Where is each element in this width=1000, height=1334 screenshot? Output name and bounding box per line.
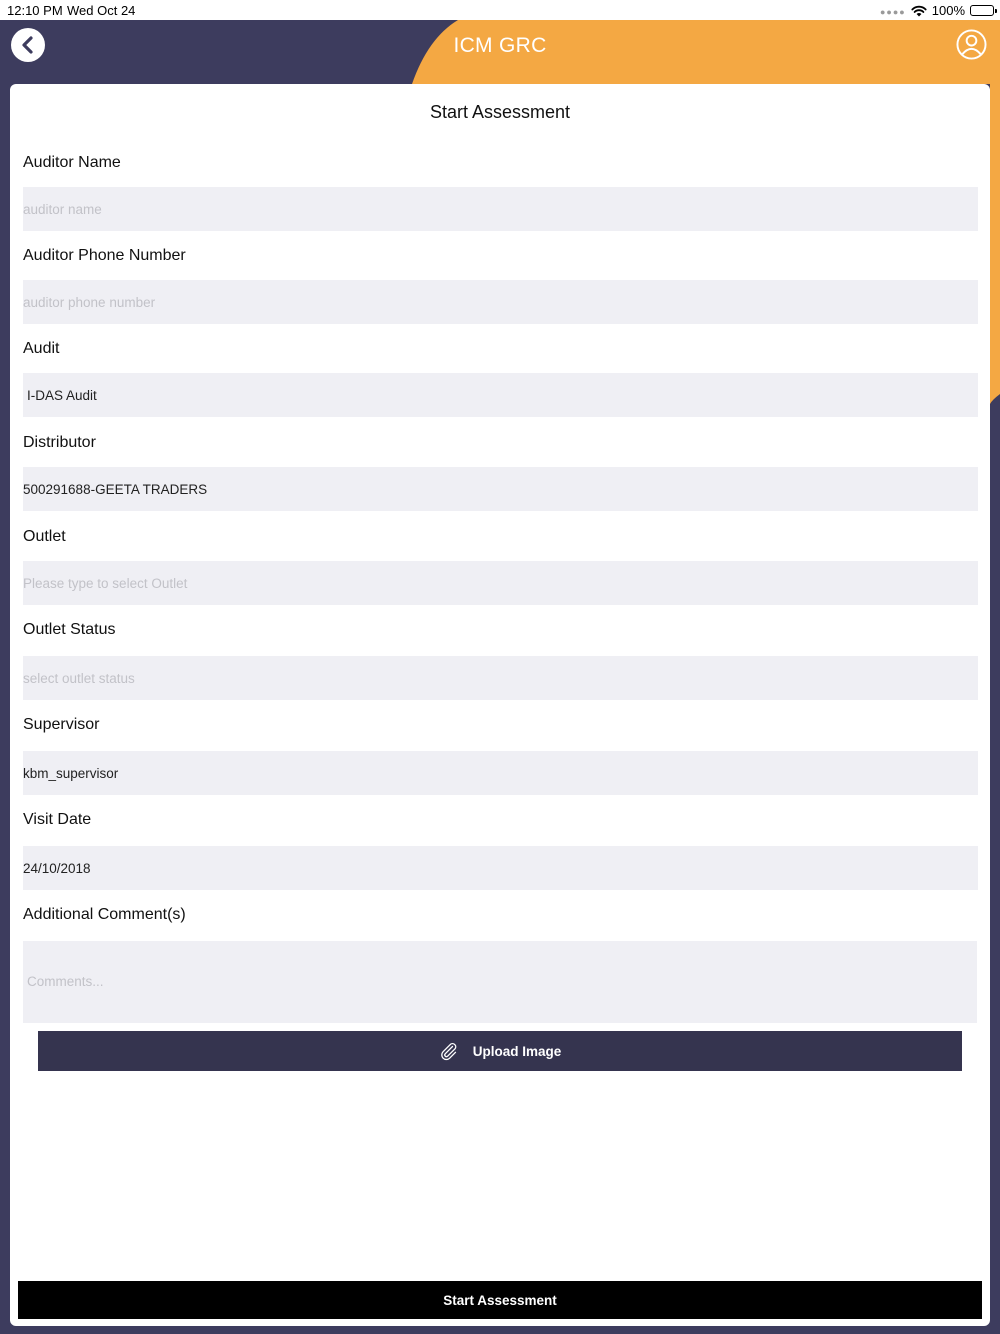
battery-percent: 100% — [931, 3, 965, 18]
distributor-label: Distributor — [23, 434, 96, 451]
header-accent-stripe — [990, 84, 1000, 404]
visit-date-input[interactable] — [23, 846, 978, 890]
status-date: Wed Oct 24 — [67, 3, 136, 18]
outlet-input[interactable] — [23, 561, 978, 605]
app-header — [0, 20, 1000, 84]
signal-dots-icon: ●●●● — [880, 6, 906, 17]
user-icon[interactable] — [956, 29, 987, 60]
outlet-label: Outlet — [23, 528, 66, 545]
comments-label: Additional Comment(s) — [23, 906, 186, 923]
auditor-phone-label: Auditor Phone Number — [23, 247, 186, 264]
supervisor-select[interactable] — [23, 751, 978, 795]
status-right — [880, 3, 994, 18]
status-bar — [0, 0, 1000, 20]
upload-image-label: Upload Image — [472, 1043, 562, 1059]
app-title: ICM GRC — [453, 34, 547, 57]
auditor-name-label: Auditor Name — [23, 154, 121, 171]
outlet-status-select[interactable] — [23, 656, 978, 700]
distributor-select[interactable] — [23, 467, 978, 511]
paperclip-icon — [439, 1041, 459, 1061]
outlet-status-label: Outlet Status — [23, 621, 116, 638]
auditor-phone-input[interactable] — [23, 280, 978, 324]
wifi-icon — [911, 5, 927, 17]
visit-date-label: Visit Date — [23, 811, 92, 828]
start-assessment-button[interactable]: Start Assessment — [18, 1281, 982, 1319]
assessment-form-card — [10, 84, 990, 1326]
audit-label: Audit — [23, 340, 60, 357]
comments-textarea[interactable] — [23, 941, 977, 1023]
battery-icon — [970, 5, 994, 16]
audit-select[interactable] — [23, 373, 978, 417]
supervisor-label: Supervisor — [23, 716, 100, 733]
auditor-name-input[interactable] — [23, 187, 978, 231]
status-time: 12:10 PM — [7, 3, 63, 18]
upload-image-button[interactable] — [38, 1031, 962, 1071]
form-title: Start Assessment — [429, 102, 571, 122]
